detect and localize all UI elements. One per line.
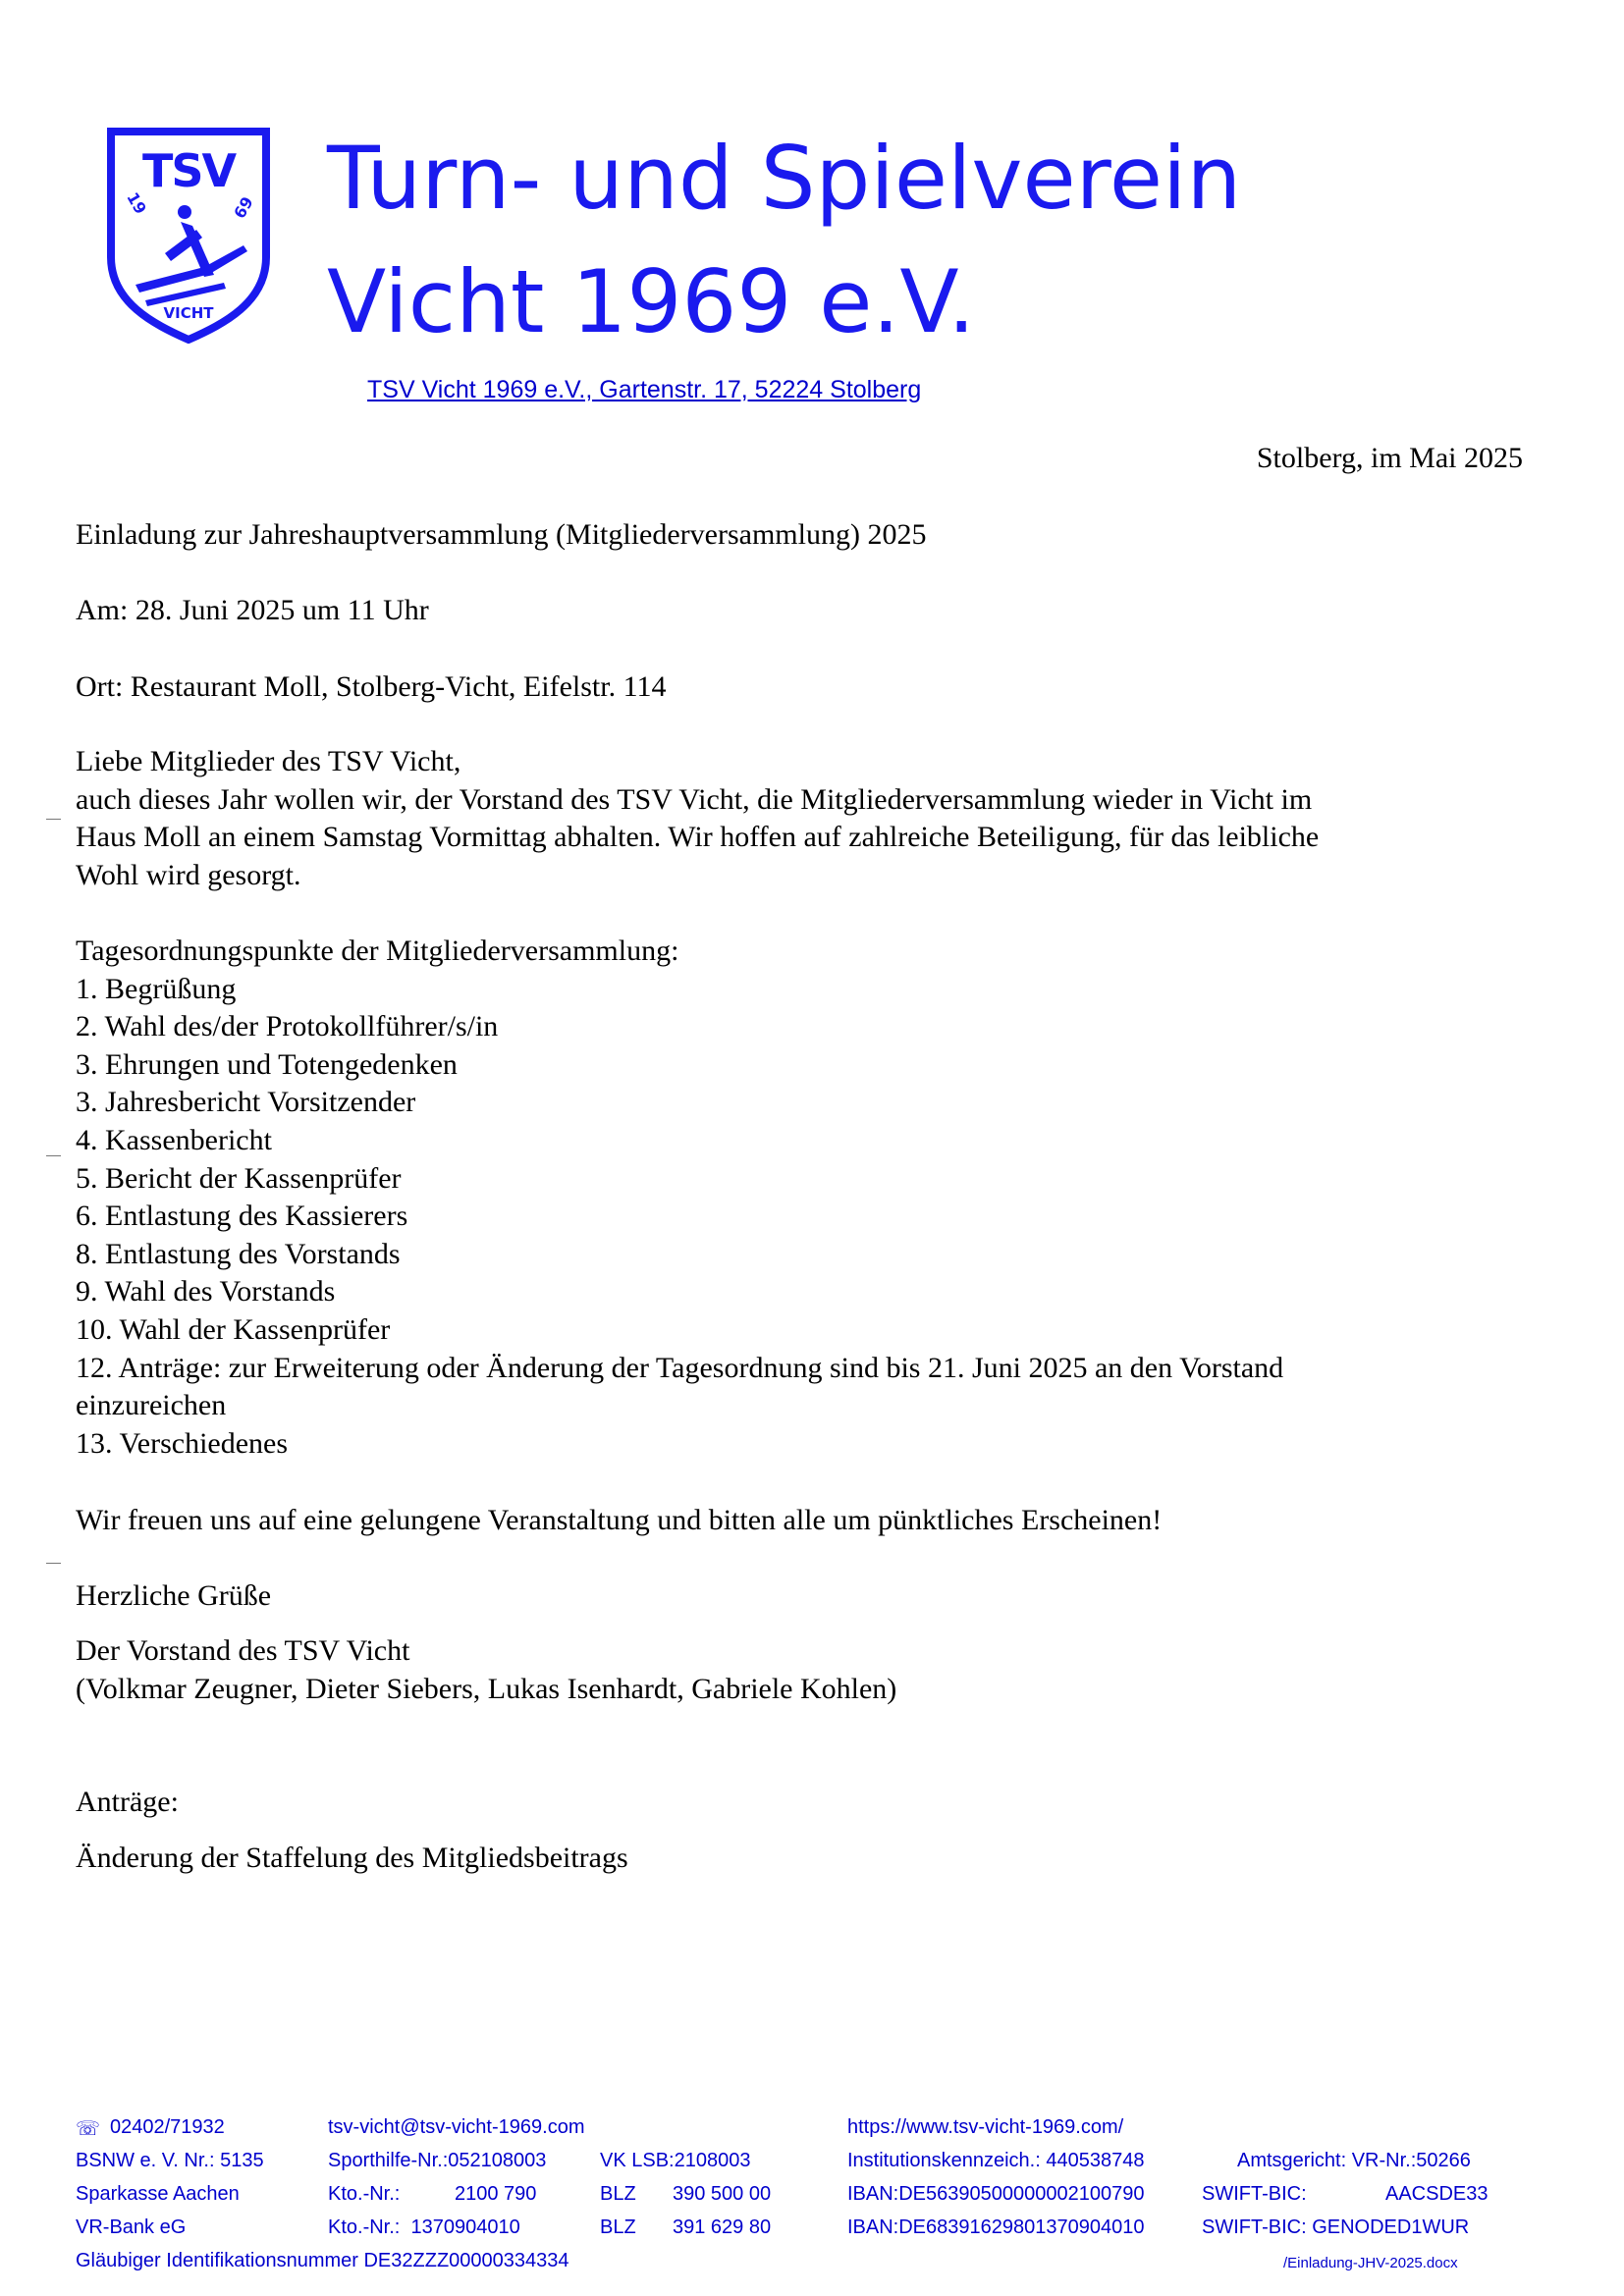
letter-intro (76, 743, 1529, 894)
footer-blz2: 391 629 80 (673, 2216, 772, 2238)
agenda-item: 13. Verschiedenes (76, 1426, 289, 1460)
intro-line: Wohl wird gesorgt. (76, 858, 301, 891)
logo-year-right: 69 (230, 193, 257, 222)
subject-line: Einladung zur Jahreshauptversammlung (Mitgliederversammlung) 2025 (76, 518, 927, 551)
intro-line: auch dieses Jahr wollen wir, der Vorstand des TSV Vicht, die Mitgliederversammlung wieder in Vicht im (76, 782, 1313, 816)
agenda-item: 2. Wahl des/der Protokollführer/s/in (76, 1010, 499, 1043)
sender-address-link[interactable]: TSV Vicht 1969 e.V., Gartenstr. 17, 52224 Stolberg (367, 376, 922, 403)
intro-line: Haus Moll an einem Samstag Vormittag abhalten. Wir hoffen auf zahlreiche Beteiligung, für das leibliche (76, 821, 1320, 854)
footer-bank1: Sparkasse Aachen (76, 2183, 240, 2205)
agenda-item: 3. Jahresbericht Vorsitzender (76, 1086, 416, 1119)
footer-bsnw: BSNW e. V. Nr.: 5135 (76, 2150, 264, 2171)
agenda (76, 933, 1529, 1463)
closing-sentence: Wir freuen uns auf eine gelungene Veranstaltung und bitten alle um pünktliches Erscheinen! (76, 1504, 1163, 1536)
phone-icon: ☏ (76, 2118, 101, 2140)
date-line: Stolberg, im Mai 2025 (1256, 442, 1523, 474)
footer-kto2: Kto.-Nr.: 1370904010 (328, 2216, 520, 2238)
footer-website-link[interactable]: https://www.tsv-vicht-1969.com/ (847, 2116, 1124, 2138)
footer-kto1: 2100 790 (455, 2183, 537, 2205)
agenda-heading: Tagesordnungspunkte der Mitgliederversammlung: (76, 934, 679, 967)
motions-heading: Anträge: (76, 1786, 179, 1818)
club-name-line1: Turn- und Spielverein (327, 128, 1242, 229)
footer-vk-lsb: VK LSB:2108003 (600, 2150, 751, 2171)
footer-bic2: SWIFT-BIC: GENODED1WUR (1202, 2216, 1470, 2238)
motion-item: Änderung der Staffelung des Mitgliedsbeitrags (76, 1842, 628, 1874)
club-name-line2: Vicht 1969 e.V. (327, 251, 976, 352)
footer-institution: Institutionskennzeich.: 440538748 (847, 2150, 1145, 2171)
meeting-location: Ort: Restaurant Moll, Stolberg-Vicht, Eifelstr. 114 (76, 670, 667, 703)
signature (76, 1632, 1529, 1708)
footer-bic-label: SWIFT-BIC: (1202, 2183, 1307, 2205)
agenda-item: 4. Kassenbericht (76, 1123, 272, 1156)
punch-mark (46, 1155, 61, 1156)
footer-iban2: IBAN:DE68391629801370904010 (847, 2216, 1145, 2238)
footer-file-reference: /Einladung-JHV-2025.docx (1283, 2255, 1458, 2271)
greeting: Herzliche Grüße (76, 1579, 272, 1612)
footer-sporthilfe: Sporthilfe-Nr.:052108003 (328, 2150, 547, 2171)
agenda-item: 5. Bericht der Kassenprüfer (76, 1161, 402, 1195)
footer-blz1: 390 500 00 (673, 2183, 772, 2205)
agenda-item: 3. Ehrungen und Totengedenken (76, 1047, 458, 1081)
footer-blz-label: BLZ (600, 2183, 636, 2205)
signature-line: Der Vorstand des TSV Vicht (76, 1634, 410, 1667)
footer-kto-label: Kto.-Nr.: (328, 2183, 401, 2205)
footer-bic1: AACSDE33 (1385, 2183, 1489, 2205)
logo-year-left: 19 (123, 188, 150, 218)
footer-email-link[interactable]: tsv-vicht@tsv-vicht-1969.com (328, 2116, 585, 2138)
footer-bank2: VR-Bank eG (76, 2216, 187, 2238)
footer-creditor-id: Gläubiger Identifikationsnummer DE32ZZZ00000334334 (76, 2250, 569, 2271)
agenda-item: 8. Entlastung des Vorstands (76, 1237, 401, 1270)
agenda-item: 10. Wahl der Kassenprüfer (76, 1312, 391, 1346)
agenda-item: 9. Wahl des Vorstands (76, 1275, 336, 1308)
agenda-item: 6. Entlastung des Kassierers (76, 1200, 408, 1233)
meeting-date: Am: 28. Juni 2025 um 11 Uhr (76, 594, 429, 626)
logo-place-text: VICHT (163, 304, 214, 322)
footer-court: Amtsgericht: VR-Nr.:50266 (1237, 2150, 1471, 2171)
agenda-item: 12. Anträge: zur Erweiterung oder Änderung der Tagesordnung sind bis 21. Juni 2025 an den Vorstand (76, 1351, 1284, 1384)
tsv-vicht-logo (106, 128, 271, 344)
signature-line: (Volkmar Zeugner, Dieter Siebers, Lukas Isenhardt, Gabriele Kohlen) (76, 1672, 897, 1705)
agenda-item: 1. Begrüßung (76, 972, 237, 1005)
footer-phone: 02402/71932 (110, 2116, 225, 2138)
fold-mark (46, 819, 61, 820)
footer-iban1: IBAN:DE56390500000002100790 (847, 2183, 1145, 2205)
logo-tsv-text: TSV (141, 144, 236, 197)
footer-blz-label: BLZ (600, 2216, 636, 2238)
salutation: Liebe Mitglieder des TSV Vicht, (76, 745, 461, 777)
agenda-item: einzureichen (76, 1389, 227, 1422)
fold-mark (46, 1563, 61, 1564)
